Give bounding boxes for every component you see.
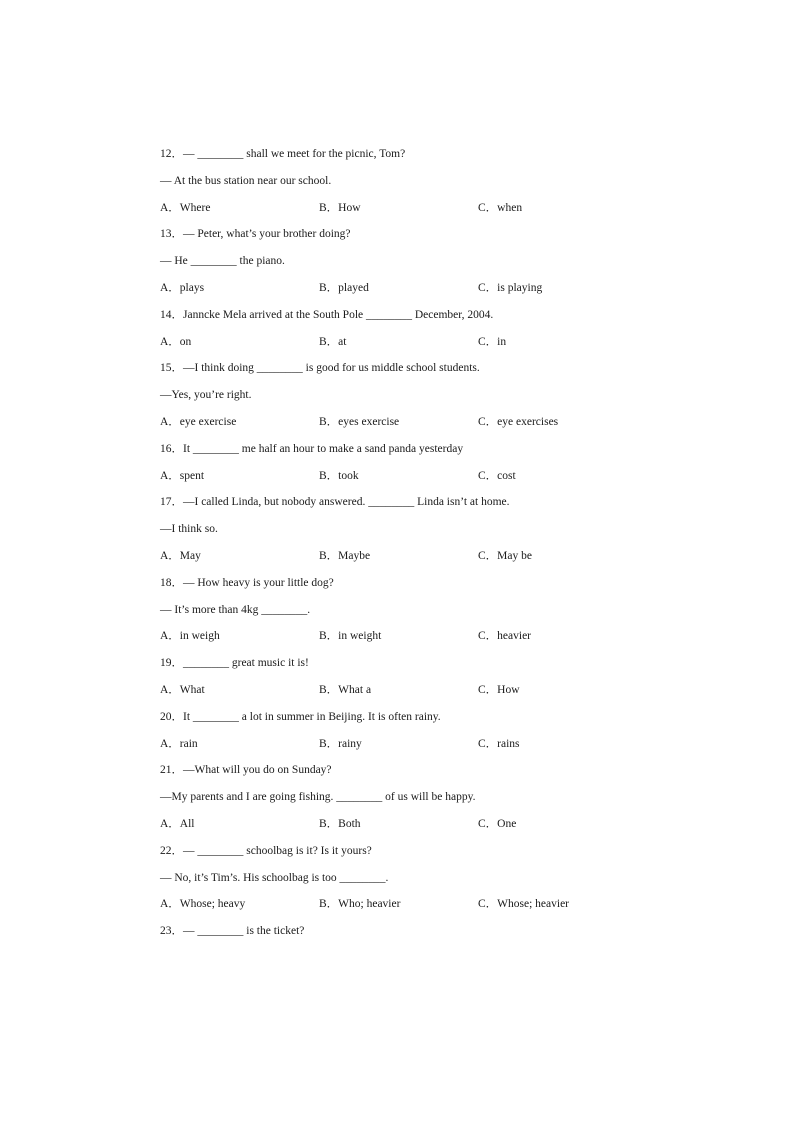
question-22 (160, 841, 760, 921)
answer-options (160, 626, 760, 653)
answer-options (160, 546, 760, 573)
option-a: A．plays (160, 281, 205, 294)
option-b: B．in weight (319, 630, 382, 643)
answer-options (160, 198, 760, 225)
answer-options (160, 466, 760, 493)
option-a: A．Where (160, 201, 211, 214)
option-b: B．eyes exercise (319, 415, 400, 428)
option-c: C．How (478, 683, 520, 696)
option-c: C．Whose; heavier (478, 898, 570, 911)
option-b: B．Maybe (319, 549, 371, 562)
option-c: C．when (478, 201, 523, 214)
question-text: 16．It ________ me half an hour to make a sand panda yesterday (160, 442, 464, 455)
option-a: A．All (160, 817, 195, 830)
question-text: 23．— ________ is the ticket? (160, 925, 305, 938)
option-c: C．rains (478, 737, 520, 750)
question-text: —My parents and I are going fishing. ________ of us will be happy. (160, 791, 476, 804)
question-text: 15．—I think doing ________ is good for us middle school students. (160, 362, 480, 375)
question-18 (160, 573, 760, 653)
option-c: C．in (478, 335, 507, 348)
answer-options (160, 814, 760, 841)
question-12 (160, 144, 760, 224)
option-c: C．One (478, 817, 517, 830)
option-a: A．May (160, 549, 201, 562)
option-a: A．rain (160, 737, 198, 750)
question-17 (160, 492, 760, 572)
option-a: A．What (160, 683, 205, 696)
option-b: B．Who; heavier (319, 898, 401, 911)
question-13 (160, 224, 760, 304)
question-text: — It’s more than 4kg ________. (160, 603, 311, 616)
question-text: 12．— ________ shall we meet for the picnic, Tom? (160, 148, 406, 160)
option-b: B．at (319, 335, 347, 348)
answer-options (160, 734, 760, 761)
question-text: 14．Janncke Mela arrived at the South Pole ________ December, 2004. (160, 308, 494, 321)
option-a: A．on (160, 335, 192, 348)
option-c: C．May be (478, 549, 532, 562)
question-text: —I think so. (160, 523, 218, 536)
option-a: A．Whose; heavy (160, 898, 246, 911)
option-b: B．Both (319, 817, 361, 830)
question-text: 20．It ________ a lot in summer in Beijing. It is often rainy. (160, 710, 441, 723)
option-b: B．What a (319, 683, 372, 696)
option-c: C．is playing (478, 281, 543, 294)
answer-options (160, 412, 760, 439)
option-a: A．eye exercise (160, 415, 237, 428)
option-b: B．rainy (319, 737, 362, 750)
question-19 (160, 653, 760, 707)
option-a: A．spent (160, 469, 205, 482)
question-text: 13．— Peter, what’s your brother doing? (160, 228, 351, 241)
answer-options (160, 680, 760, 707)
question-text: — He ________ the piano. (160, 255, 285, 268)
question-text: — At the bus station near our school. (160, 174, 332, 187)
question-text: 22．— ________ schoolbag is it? Is it yours? (160, 844, 372, 857)
answer-options (160, 894, 760, 921)
question-text: 19．________ great music it is! (160, 657, 309, 670)
option-c: C．heavier (478, 630, 532, 643)
question-21 (160, 760, 760, 840)
answer-options (160, 278, 760, 305)
question-14 (160, 305, 760, 359)
option-c: C．cost (478, 469, 516, 482)
option-c: C．eye exercises (478, 415, 559, 428)
option-a: A．in weigh (160, 630, 220, 643)
question-text: —Yes, you’re right. (160, 389, 252, 402)
question-20 (160, 707, 760, 761)
question-list (160, 144, 760, 948)
question-text: — No, it’s Tim’s. His schoolbag is too ________. (160, 871, 389, 884)
question-16 (160, 439, 760, 493)
answer-options (160, 332, 760, 359)
question-23 (160, 921, 760, 948)
question-text: 17．—I called Linda, but nobody answered. ________ Linda isn’t at home. (160, 496, 510, 509)
option-b: B．took (319, 469, 359, 482)
question-text: 21．—What will you do on Sunday? (160, 764, 332, 777)
question-15 (160, 358, 760, 438)
option-b: B．How (319, 201, 361, 214)
option-b: B．played (319, 281, 369, 294)
question-text: 18．— How heavy is your little dog? (160, 576, 334, 589)
